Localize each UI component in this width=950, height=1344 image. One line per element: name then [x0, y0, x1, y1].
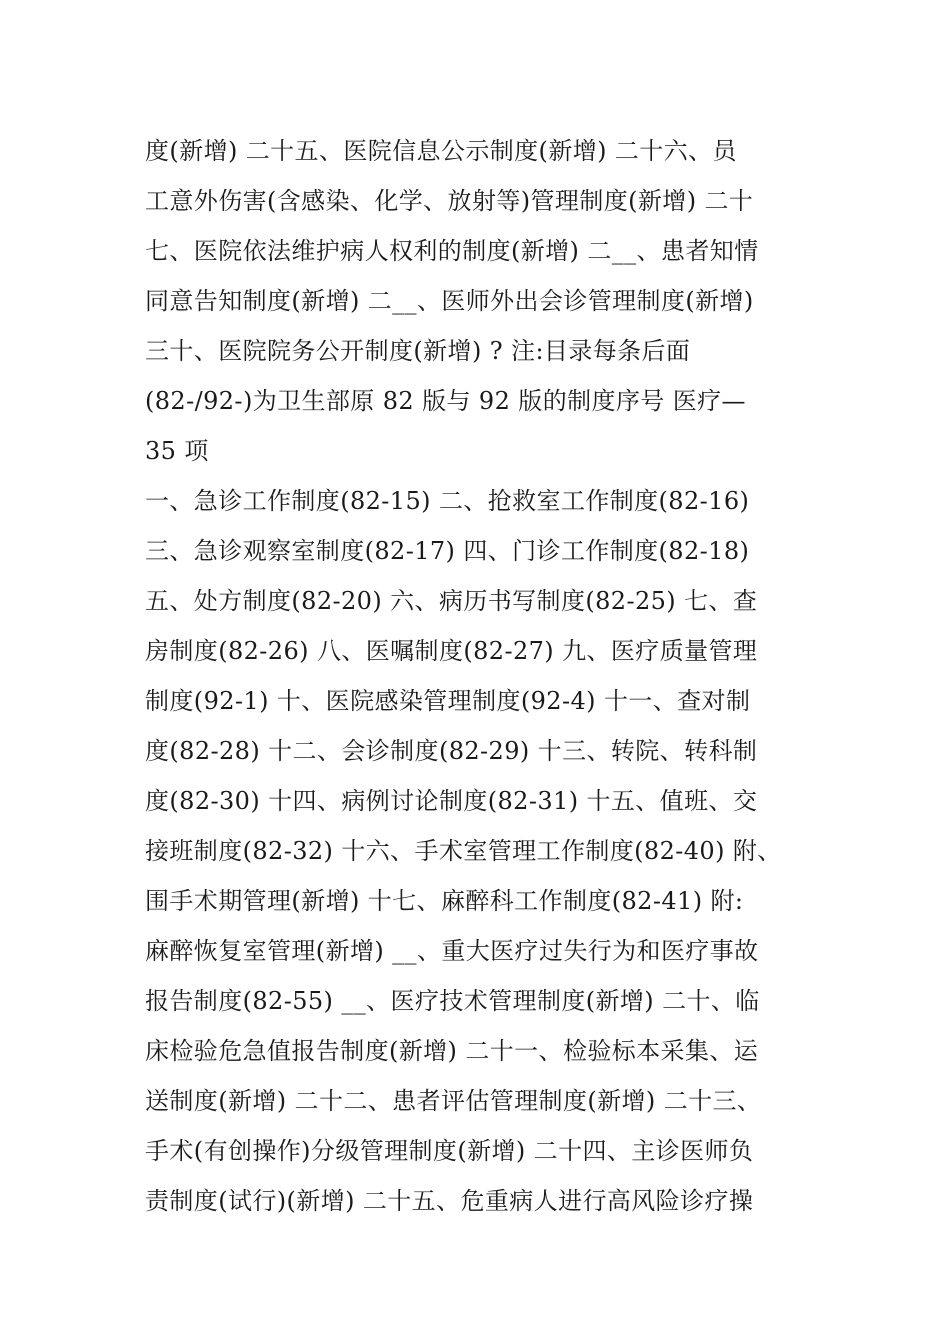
text-line: 度(82-28) 十二、会诊制度(82-29) 十三、转院、转科制 — [145, 737, 758, 765]
text-line: 接班制度(82-32) 十六、手术室管理工作制度(82-40) 附、 — [145, 837, 782, 865]
text-line: 工意外伤害(含感染、化学、放射等)管理制度(新增) 二十 — [145, 187, 754, 215]
text-line: 制度(92-1) 十、医院感染管理制度(92-4) 十一、查对制 — [145, 687, 751, 715]
text-line: 报告制度(82-55) __、医疗技术管理制度(新增) 二十、临 — [145, 987, 760, 1015]
text-line: 房制度(82-26) 八、医嘱制度(82-27) 九、医疗质量管理 — [145, 637, 758, 665]
text-line: 35 项 — [145, 437, 209, 465]
text-line: 度(新增) 二十五、医院信息公示制度(新增) 二十六、员 — [145, 137, 737, 165]
text-line: 度(82-30) 十四、病例讨论制度(82-31) 十五、值班、交 — [145, 787, 758, 815]
text-line: 手术(有创操作)分级管理制度(新增) 二十四、主诊医师负 — [145, 1137, 754, 1165]
text-line: (82-/92-)为卫生部原 82 版与 92 版的制度序号 医疗— — [145, 387, 746, 415]
text-line: 床检验危急值报告制度(新增) 二十一、检验标本采集、运 — [145, 1037, 759, 1065]
text-line: 三十、医院院务公开制度(新增) ? 注:目录每条后面 — [145, 337, 691, 365]
text-line: 七、医院依法维护病人权利的制度(新增) 二__、患者知情 — [145, 237, 759, 265]
text-line: 一、急诊工作制度(82-15) 二、抢救室工作制度(82-16) — [145, 487, 750, 515]
text-line: 责制度(试行)(新增) 二十五、危重病人进行高风险诊疗操 — [145, 1187, 754, 1215]
text-line: 三、急诊观察室制度(82-17) 四、门诊工作制度(82-18) — [145, 537, 750, 565]
text-line: 围手术期管理(新增) 十七、麻醉科工作制度(82-41) 附: — [145, 887, 744, 915]
text-line: 同意告知制度(新增) 二__、医师外出会诊管理制度(新增) — [145, 287, 754, 315]
text-line: 送制度(新增) 二十二、患者评估管理制度(新增) 二十三、 — [145, 1087, 762, 1115]
text-line: 麻醉恢复室管理(新增) __、重大医疗过失行为和医疗事故 — [145, 937, 759, 965]
text-line: 五、处方制度(82-20) 六、病历书写制度(82-25) 七、查 — [145, 587, 758, 615]
